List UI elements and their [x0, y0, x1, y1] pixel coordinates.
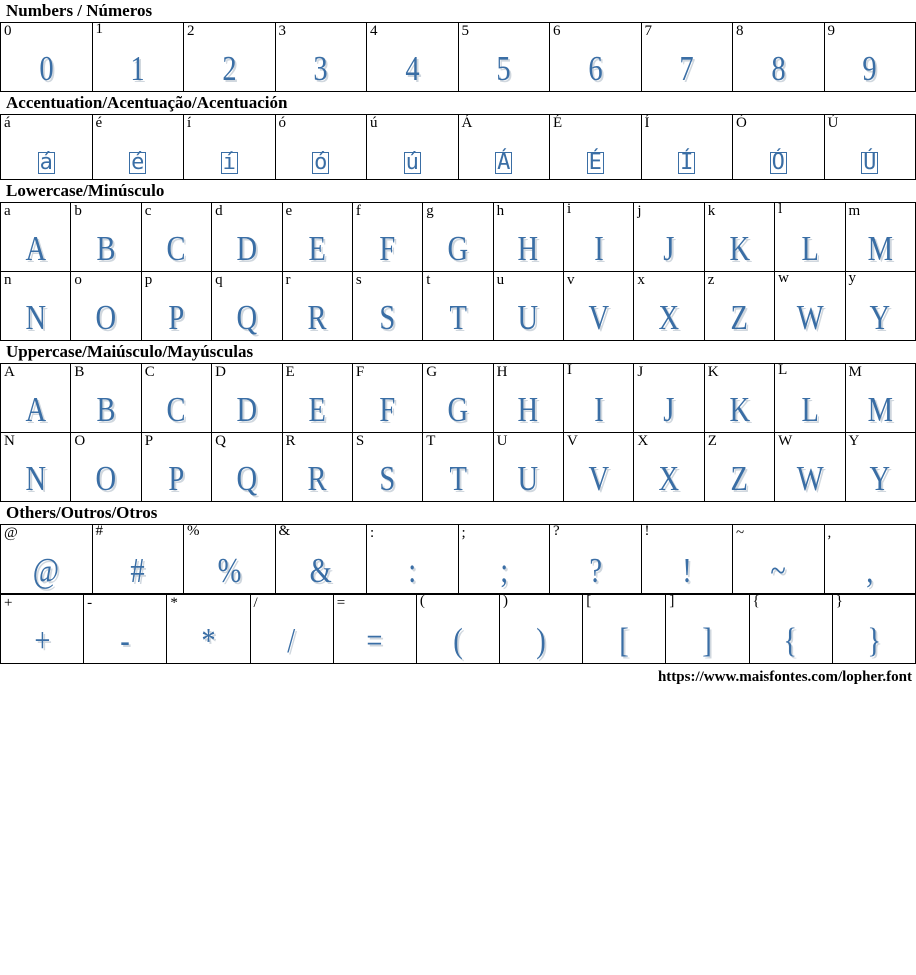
glyph-sample: W [796, 459, 824, 498]
glyph-cell-C [141, 364, 211, 433]
glyph-label: * [170, 595, 178, 611]
glyph-cell-U [493, 433, 563, 502]
glyph-cell-comma [824, 525, 916, 594]
glyph-cell-bracket-close [666, 595, 749, 664]
glyph-sample: W [796, 298, 824, 337]
glyph-label: Ú [827, 115, 839, 131]
glyph-cell-paren-open [416, 595, 499, 664]
glyph-cell-u [493, 272, 563, 341]
missing-glyph-icon: ú [405, 150, 419, 175]
glyph-cell-V [564, 433, 634, 502]
glyph-sample: 4 [405, 49, 420, 88]
glyph-cell-d [212, 203, 282, 272]
glyph-cell-5 [458, 23, 550, 92]
glyph-label: : [370, 525, 375, 541]
missing-glyph-icon: Ú [863, 150, 877, 175]
glyph-sample: S [379, 459, 396, 498]
glyph-cell-oacute-upper [733, 115, 825, 180]
glyph-label: { [752, 593, 760, 609]
glyph-cell-brace-close [832, 595, 915, 664]
glyph-sample: 2 [222, 49, 237, 88]
glyph-cell-P [141, 433, 211, 502]
glyph-cell-g [423, 203, 493, 272]
glyph-label: & [278, 523, 291, 539]
glyph-cell-eacute-upper [550, 115, 642, 180]
glyph-sample: 6 [588, 49, 603, 88]
glyph-label: V [567, 433, 578, 449]
table-row [1, 23, 916, 92]
glyph-label: t [426, 272, 431, 288]
glyph-label: k [707, 203, 716, 219]
section-title-others: Others/Outros/Otros [6, 503, 158, 522]
missing-glyph-icon: ó [314, 150, 328, 175]
glyph-sample: 0 [39, 49, 54, 88]
glyph-sample: ] [702, 621, 713, 660]
glyph-label: I [567, 362, 572, 378]
glyph-label: } [835, 593, 843, 609]
glyph-cell-m [845, 203, 916, 272]
glyph-cell-s [352, 272, 422, 341]
glyph-sample: X [658, 459, 680, 498]
glyph-label: S [355, 433, 365, 449]
glyph-label: m [848, 203, 861, 219]
glyph-cell-3 [275, 23, 367, 92]
glyph-sample: J [663, 390, 675, 429]
glyph-label: Y [848, 433, 860, 449]
glyph-sample: T [449, 298, 467, 337]
glyph-sample: C [166, 229, 186, 268]
glyph-cell-2 [184, 23, 276, 92]
glyph-cell-equals [333, 595, 416, 664]
glyph-cell-L [775, 364, 845, 433]
glyph-sample: A [25, 390, 46, 429]
missing-glyph-icon: Ó [771, 150, 785, 175]
glyph-label: ú [370, 115, 378, 131]
glyph-sample: M [867, 229, 893, 268]
glyph-label: y [848, 270, 856, 286]
glyph-sample: ; [499, 551, 508, 590]
glyph-cell-plus [1, 595, 84, 664]
glyph-cell-W [775, 433, 845, 502]
glyph-cell-X [634, 433, 704, 502]
glyph-sample: F [379, 229, 396, 268]
glyph-label: Ó [736, 115, 747, 131]
glyph-cell-w [775, 272, 845, 341]
glyph-sample: G [447, 229, 469, 268]
glyph-cell-uacute-upper [824, 115, 916, 180]
glyph-cell-tilde [733, 525, 825, 594]
glyph-cell-A [1, 364, 71, 433]
glyph-label: 2 [187, 23, 195, 39]
glyph-cell-a [1, 203, 71, 272]
glyph-label: A [4, 364, 15, 380]
glyph-label: c [144, 203, 152, 219]
glyph-label: % [187, 523, 200, 539]
glyph-cell-H [493, 364, 563, 433]
glyph-label: í [187, 115, 192, 131]
glyph-label: i [567, 201, 572, 217]
glyph-label: O [74, 433, 86, 449]
glyph-sample: I [593, 229, 604, 268]
glyph-sample: V [588, 459, 609, 498]
glyph-cell-t [423, 272, 493, 341]
table-row [1, 433, 916, 502]
glyph-label: 0 [4, 23, 12, 39]
glyph-cell-4 [367, 23, 459, 92]
glyph-label: K [707, 364, 719, 380]
table-row [1, 203, 916, 272]
glyph-sample: : [408, 551, 417, 590]
glyph-table-numbers [0, 22, 916, 92]
glyph-sample: ( [453, 621, 463, 660]
glyph-label: n [4, 272, 12, 288]
glyph-sample: ) [536, 621, 546, 660]
glyph-label: ? [553, 523, 560, 539]
glyph-sample: * [201, 621, 216, 660]
glyph-label: b [74, 203, 82, 219]
glyph-sample: O [95, 459, 117, 498]
glyph-sample: P [168, 298, 185, 337]
section-title-accentuation: Accentuation/Acentuação/Acentuación [6, 93, 288, 112]
glyph-cell-uacute [367, 115, 459, 180]
glyph-label: f [355, 203, 361, 219]
glyph-sample: K [729, 229, 750, 268]
glyph-cell-semicolon [458, 525, 550, 594]
glyph-label: R [285, 433, 296, 449]
glyph-label: G [426, 364, 438, 380]
glyph-cell-Q [212, 433, 282, 502]
glyph-cell-M [845, 364, 916, 433]
glyph-sample: Q [236, 298, 258, 337]
glyph-label: 8 [736, 23, 744, 39]
glyph-cell-l [775, 203, 845, 272]
glyph-cell-iacute-upper [641, 115, 733, 180]
glyph-cell-x [634, 272, 704, 341]
glyph-sample: S [379, 298, 396, 337]
glyph-sample: 3 [313, 49, 328, 88]
glyph-label: / [253, 595, 258, 611]
glyph-label: 1 [95, 21, 103, 37]
glyph-sample: Y [869, 298, 891, 337]
glyph-sample: I [593, 390, 604, 429]
glyph-label: q [215, 272, 223, 288]
glyph-table-uppercase [0, 363, 916, 502]
glyph-cell-b [71, 203, 141, 272]
glyph-sample: 5 [496, 49, 511, 88]
glyph-label: L [778, 362, 788, 378]
glyph-cell-G [423, 364, 493, 433]
glyph-label: ) [503, 593, 509, 609]
glyph-cell-i [564, 203, 634, 272]
glyph-label: e [285, 203, 293, 219]
section-title-lowercase: Lowercase/Minúsculo [6, 181, 165, 200]
glyph-cell-hash [92, 525, 184, 594]
glyph-sample: E [308, 229, 326, 268]
glyph-sample: P [168, 459, 185, 498]
glyph-sample: M [867, 390, 893, 429]
glyph-cell-1 [92, 23, 184, 92]
glyph-cell-8 [733, 23, 825, 92]
glyph-cell-question [550, 525, 642, 594]
glyph-label: 5 [461, 23, 469, 39]
glyph-sample: G [447, 390, 469, 429]
glyph-label: P [144, 433, 154, 449]
glyph-sample: B [96, 229, 116, 268]
section-title-uppercase: Uppercase/Maiúsculo/Mayúsculas [6, 342, 254, 361]
glyph-cell-E [282, 364, 352, 433]
glyph-sample: ? [588, 551, 602, 590]
glyph-sample: U [518, 298, 539, 337]
glyph-table-accentuation [0, 114, 916, 180]
glyph-cell-percent [184, 525, 276, 594]
table-row [1, 595, 916, 664]
glyph-label: D [215, 364, 226, 380]
glyph-label: ; [461, 525, 466, 541]
glyph-cell-q [212, 272, 282, 341]
glyph-cell-k [704, 203, 774, 272]
glyph-label: F [355, 364, 365, 380]
glyph-label: @ [4, 525, 18, 541]
glyph-sample: / [287, 621, 296, 660]
table-row [1, 525, 916, 594]
glyph-sample: = [366, 621, 383, 660]
glyph-cell-f [352, 203, 422, 272]
glyph-cell-v [564, 272, 634, 341]
glyph-cell-colon [367, 525, 459, 594]
glyph-label: # [95, 523, 103, 539]
glyph-cell-R [282, 433, 352, 502]
glyph-label: X [637, 433, 649, 449]
glyph-label: s [355, 272, 362, 288]
glyph-label: [ [586, 593, 592, 609]
glyph-cell-n [1, 272, 71, 341]
glyph-cell-J [634, 364, 704, 433]
glyph-sample: C [166, 390, 186, 429]
glyph-sample: L [801, 390, 819, 429]
glyph-sample: # [130, 551, 145, 590]
missing-glyph-icon: í [222, 150, 236, 175]
glyph-label: w [778, 270, 789, 286]
glyph-cell-h [493, 203, 563, 272]
glyph-cell-ampersand [275, 525, 367, 594]
glyph-cell-oacute [275, 115, 367, 180]
glyph-label: v [567, 272, 575, 288]
missing-glyph-icon: Á [497, 150, 511, 175]
glyph-sample: K [729, 390, 750, 429]
glyph-sample: - [120, 621, 130, 660]
glyph-label: T [426, 433, 436, 449]
table-row [1, 115, 916, 180]
glyph-label: W [778, 433, 793, 449]
glyph-label: J [637, 364, 644, 380]
glyph-label: ó [278, 115, 286, 131]
glyph-label: , [827, 525, 832, 541]
glyph-sample: A [25, 229, 46, 268]
glyph-label: ] [669, 593, 675, 609]
glyph-sample: B [96, 390, 116, 429]
glyph-label: M [848, 364, 862, 380]
glyph-sample: Q [236, 459, 258, 498]
glyph-sample: T [449, 459, 467, 498]
glyph-cell-at [1, 525, 93, 594]
glyph-sample: R [307, 298, 327, 337]
glyph-sample: } [867, 621, 881, 660]
glyph-label: j [637, 203, 642, 219]
glyph-sample: 7 [679, 49, 694, 88]
glyph-cell-0 [1, 23, 93, 92]
glyph-label: ( [419, 593, 425, 609]
glyph-cell-aacute-upper [458, 115, 550, 180]
glyph-cell-aacute [1, 115, 93, 180]
glyph-sample: [ [619, 621, 630, 660]
missing-glyph-icon: á [39, 150, 53, 175]
glyph-sample: Z [730, 298, 749, 337]
glyph-cell-6 [550, 23, 642, 92]
glyph-label: r [285, 272, 291, 288]
glyph-cell-eacute [92, 115, 184, 180]
glyph-table-lowercase [0, 202, 916, 341]
glyph-cell-z [704, 272, 774, 341]
source-url[interactable]: https://www.maisfontes.com/lopher.font [657, 669, 912, 685]
glyph-sample: V [588, 298, 609, 337]
glyph-label: - [87, 595, 93, 611]
glyph-cell-N [1, 433, 71, 502]
glyph-label: 9 [827, 23, 835, 39]
glyph-cell-j [634, 203, 704, 272]
glyph-sample: H [518, 229, 539, 268]
glyph-cell-paren-close [500, 595, 583, 664]
glyph-cell-9 [824, 23, 916, 92]
glyph-sample: D [236, 390, 258, 429]
glyph-sample: N [25, 459, 46, 498]
glyph-label: N [4, 433, 15, 449]
glyph-cell-slash [250, 595, 333, 664]
glyph-label: o [74, 272, 82, 288]
glyph-cell-y [845, 272, 916, 341]
glyph-label: H [496, 364, 508, 380]
glyph-sample: , [866, 551, 874, 590]
glyph-cell-K [704, 364, 774, 433]
glyph-cell-minus [84, 595, 167, 664]
glyph-sample: 9 [862, 49, 877, 88]
glyph-label: a [4, 203, 11, 219]
missing-glyph-icon: É [588, 150, 602, 175]
glyph-sample: N [25, 298, 46, 337]
glyph-label: Q [215, 433, 226, 449]
glyph-table-others [0, 524, 916, 594]
glyph-label: Á [461, 115, 473, 131]
glyph-sample: + [34, 621, 51, 660]
glyph-sample: % [217, 551, 242, 590]
glyph-sample: { [783, 621, 798, 660]
glyph-cell-F [352, 364, 422, 433]
glyph-cell-c [141, 203, 211, 272]
glyph-sample: R [307, 459, 327, 498]
glyph-label: C [144, 364, 155, 380]
glyph-cell-bracket-open [583, 595, 666, 664]
glyph-cell-brace-open [749, 595, 832, 664]
table-row [1, 272, 916, 341]
glyph-label: z [707, 272, 715, 288]
glyph-sample: E [308, 390, 326, 429]
glyph-label: é [95, 115, 103, 131]
glyph-sample: D [236, 229, 258, 268]
glyph-label: 6 [553, 23, 561, 39]
glyph-label: 3 [278, 23, 286, 39]
glyph-label: 7 [644, 23, 652, 39]
glyph-label: p [144, 272, 153, 288]
glyph-label: + [4, 595, 13, 611]
glyph-sample: ~ [770, 551, 786, 590]
glyph-cell-o [71, 272, 141, 341]
glyph-sample: F [379, 390, 396, 429]
glyph-cell-S [352, 433, 422, 502]
glyph-cell-B [71, 364, 141, 433]
glyph-label: = [336, 595, 346, 611]
missing-glyph-icon: é [131, 150, 145, 175]
glyph-sample: H [518, 390, 539, 429]
glyph-sample: Z [730, 459, 749, 498]
glyph-label: x [637, 272, 645, 288]
glyph-label: E [285, 364, 295, 380]
glyph-cell-Y [845, 433, 916, 502]
glyph-label: á [4, 115, 11, 131]
glyph-sample: 8 [771, 49, 786, 88]
glyph-sample: 1 [130, 49, 145, 88]
glyph-sample: ! [682, 551, 692, 590]
glyph-sample: O [95, 298, 117, 337]
glyph-cell-r [282, 272, 352, 341]
section-title-numbers: Numbers / Números [6, 1, 153, 20]
glyph-sample: X [658, 298, 680, 337]
glyph-cell-I [564, 364, 634, 433]
glyph-cell-T [423, 433, 493, 502]
glyph-sample: @ [33, 551, 60, 590]
glyph-label: 4 [370, 23, 378, 39]
glyph-cell-Z [704, 433, 774, 502]
glyph-label: ~ [736, 525, 745, 541]
glyph-label: d [215, 203, 223, 219]
glyph-sample: U [518, 459, 539, 498]
glyph-cell-O [71, 433, 141, 502]
glyph-label: U [496, 433, 508, 449]
glyph-sample: J [663, 229, 675, 268]
glyph-label: u [496, 272, 505, 288]
glyph-label: h [496, 203, 505, 219]
glyph-label: Í [644, 115, 650, 131]
glyph-cell-p [141, 272, 211, 341]
glyph-sample: Y [869, 459, 891, 498]
glyph-cell-e [282, 203, 352, 272]
glyph-label: ! [644, 523, 650, 539]
glyph-label: B [74, 364, 85, 380]
glyph-cell-7 [641, 23, 733, 92]
table-row [1, 364, 916, 433]
glyph-label: É [553, 115, 563, 131]
missing-glyph-icon: Í [680, 150, 694, 175]
glyph-cell-D [212, 364, 282, 433]
glyph-label: Z [707, 433, 717, 449]
glyph-cell-asterisk [167, 595, 250, 664]
glyph-cell-iacute [184, 115, 276, 180]
glyph-table-others-2 [0, 594, 916, 664]
glyph-label: g [426, 203, 434, 219]
glyph-sample: L [801, 229, 819, 268]
glyph-sample: & [309, 551, 332, 590]
glyph-cell-exclamation [641, 525, 733, 594]
glyph-label: l [778, 201, 783, 217]
